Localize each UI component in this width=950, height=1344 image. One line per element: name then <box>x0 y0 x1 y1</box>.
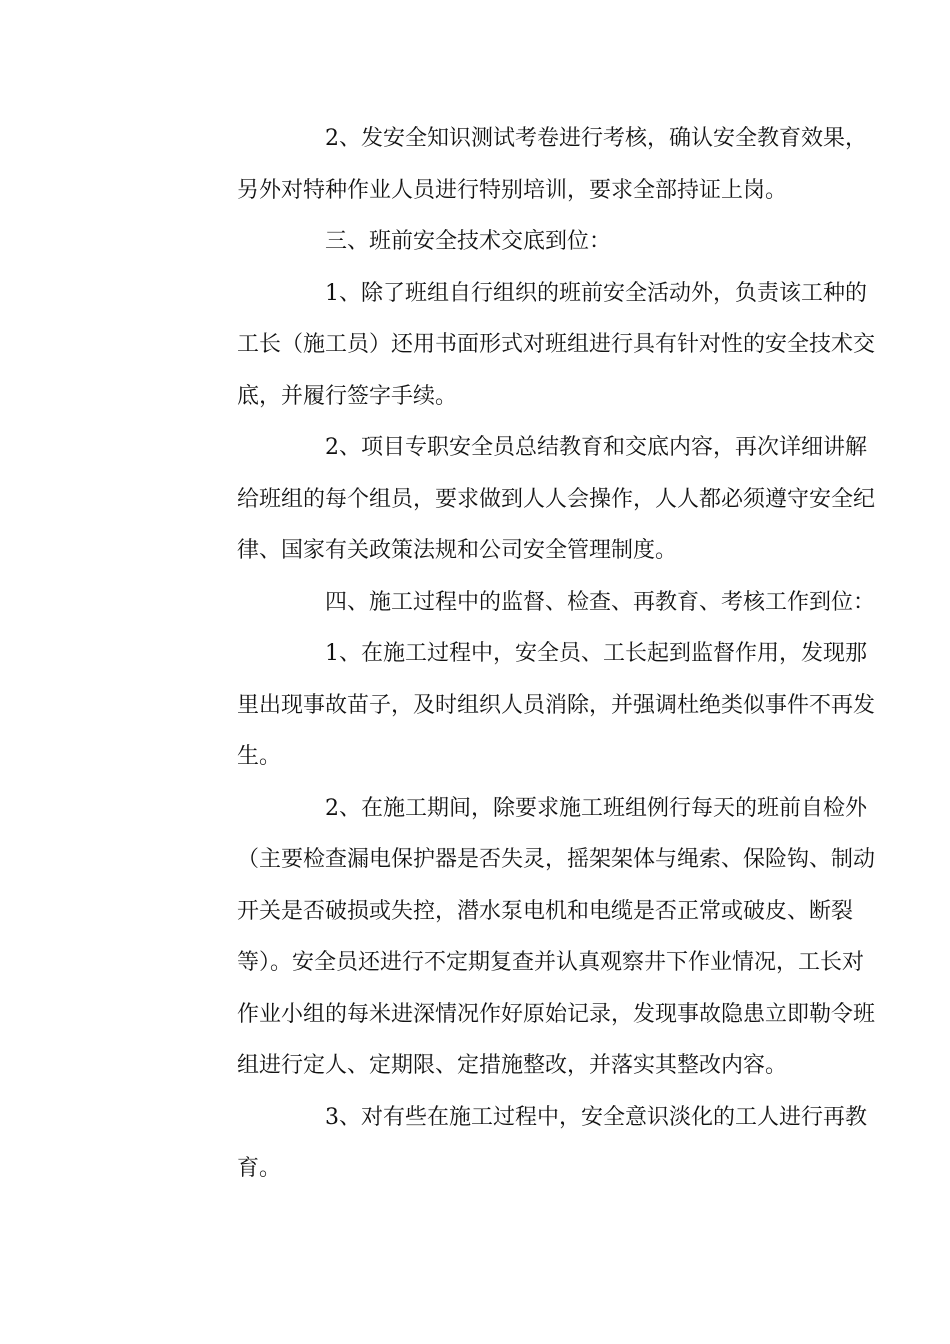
paragraph-2-exam <box>149 113 867 216</box>
text-line: 开关是否破损或失控，潜水泵电机和电缆是否正常或破皮、断裂 <box>237 898 854 924</box>
paragraph-3-reeducation <box>149 1092 867 1195</box>
text-line: 里出现事故苗子，及时组织人员消除，并强调杜绝类似事件不再发 <box>237 692 876 718</box>
paragraph-2-safety-officer <box>149 422 876 577</box>
text-line: 1、在施工过程中，安全员、工长起到监督作用，发现那 <box>325 641 867 666</box>
text-line: 工长（施工员）还用书面形式对班组进行具有针对性的安全技术交 <box>237 332 876 357</box>
text-line: 作业小组的每米进深情况作好原始记录，发现事故隐患立即勒令班 <box>237 1001 876 1027</box>
text-line: 三、班前安全技术交底到位： <box>325 229 612 254</box>
text-line: （主要检查漏电保护器是否失灵，摇架架体与绳索、保险钩、制动 <box>237 847 876 872</box>
text-line: 律、国家有关政策法规和公司安全管理制度。 <box>237 538 678 563</box>
text-line: 底，并履行签字手续。 <box>237 383 458 409</box>
text-line: 2、项目专职安全员总结教育和交底内容，再次详细讲解 <box>325 435 867 460</box>
text-line: 组进行定人、定期限、定措施整改，并落实其整改内容。 <box>237 1053 788 1078</box>
section-heading-3 <box>149 216 805 268</box>
text-line: 生。 <box>237 744 282 769</box>
paragraph-1-supervision <box>149 628 876 783</box>
text-line: 四、施工过程中的监督、检查、再教育、考核工作到位： <box>325 589 876 615</box>
section-heading-4 <box>149 577 876 629</box>
text-line: 1、除了班组自行组织的班前安全活动外，负责该工种的 <box>325 280 867 306</box>
text-line: 2、发安全知识测试考卷进行考核，确认安全教育效果， <box>325 126 867 151</box>
text-line: 3、对有些在施工过程中，安全意识淡化的工人进行再教 <box>325 1104 867 1130</box>
paragraph-2-inspection <box>149 783 876 1092</box>
text-line: 给班组的每个组员，要求做到人人会操作，人人都必须遵守安全纪 <box>237 486 876 512</box>
text-line: 2、在施工期间，除要求施工班组例行每天的班前自检外 <box>325 795 867 821</box>
paragraph-1-written-briefing <box>149 268 876 423</box>
document-body <box>149 113 876 1195</box>
text-line: 育。 <box>237 1156 282 1181</box>
text-line: 等）。安全员还进行不定期复查并认真观察井下作业情况，工长对 <box>237 950 865 975</box>
text-line: 另外对特种作业人员进行特别培训，要求全部持证上岗。 <box>237 177 788 203</box>
